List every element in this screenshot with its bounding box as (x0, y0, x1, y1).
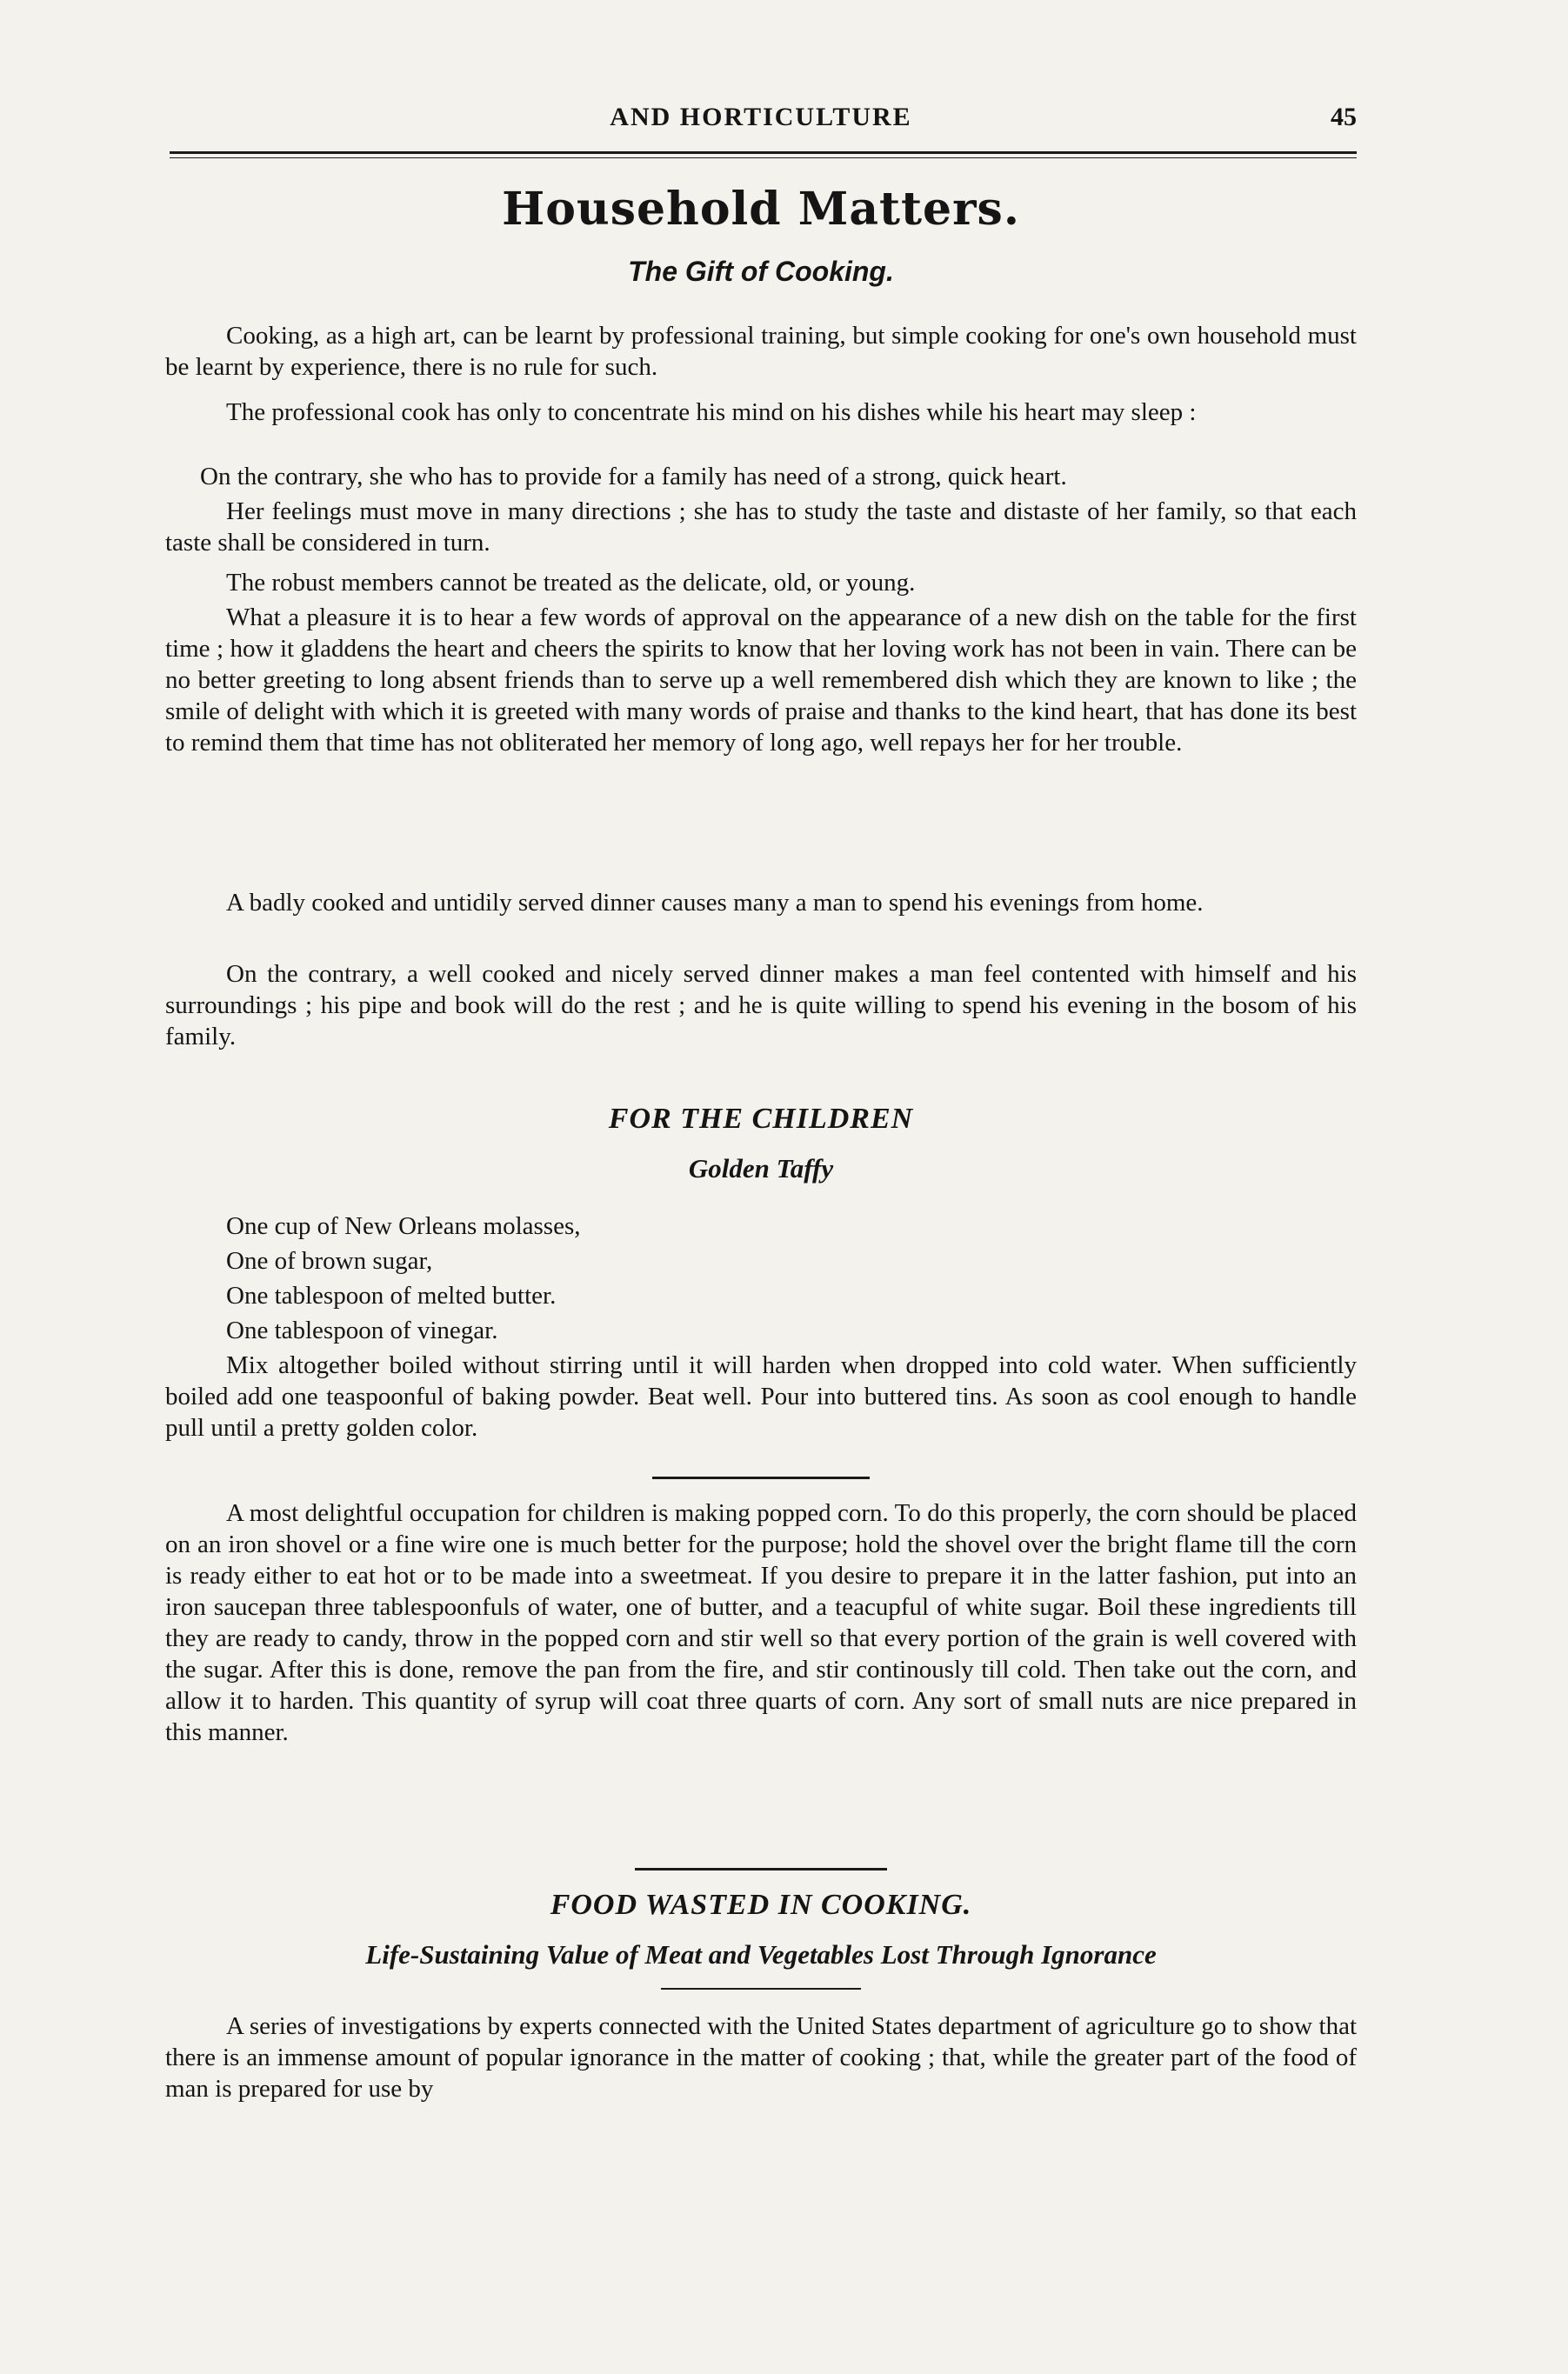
paragraph: A most delightful occupation for children is making popped corn. To do this properly, the corn should be placed on an iron shovel or a fine wire one is much better for the purpose; hold the shovel over the bright flame till the corn is ready either to eat hot or to be made into a sweetmeat. If you desire to prepare it in the latter fashion, put into an iron saucepan three tablespoonfuls of water, one of butter, and a teacupful of white sugar. Boil these ingredients till they are ready to candy, throw in the popped corn and stir well so that every portion of the grain is well covered with the sugar. After this is done, remove the pan from the fire, and stir continously till cold. Then take out the corn, and allow it to harden. This quantity of syrup will coat three quarts of corn. Any sort of small nuts are nice prepared in this manner. (165, 1499, 1357, 1746)
section-divider (661, 1988, 861, 1990)
section-divider (635, 1868, 887, 1871)
recipe-instructions: Mix altogether boiled without stirring until it will harden when dropped into cold water. When sufficiently boiled add one teaspoonful of baking powder. Beat well. Pour into buttered tins. As soon as cool enough to handle pull until a pretty golden color. (165, 1351, 1357, 1442)
running-title: AND HORTICULTURE (610, 103, 912, 131)
paragraph: What a pleasure it is to hear a few words of approval on the appearance of a new dish on the table for the first time ; how it gladdens the heart and cheers the spirits to know that her loving work has not been in vain. There can be no better greeting to long absent friends than to serve up a well remembered dish which they are known to like ; the smile of delight with which it is greeted with many words of praise and thanks to the kind heart, that has done its best to remind them that time has not obliterated her memory of long ago, well repays her for her trouble. (165, 604, 1357, 757)
section-title: Household Matters. (502, 183, 1020, 236)
paragraph: On the contrary, she who has to provide for a family has need of a strong, quick heart. (200, 463, 1067, 490)
recipe-title: Golden Taffy (688, 1153, 834, 1184)
ingredient-item: One tablespoon of melted butter. (226, 1282, 557, 1310)
section-subheading: Life-Sustaining Value of Meat and Vegetables Lost Through Ignorance (365, 1939, 1157, 1970)
paragraph: Cooking, as a high art, can be learnt by professional training, but simple cooking for one's own household must be learnt by experience, there is no rule for such. (165, 322, 1357, 381)
header-rule (170, 151, 1357, 154)
header-rule-thin (170, 157, 1357, 158)
paragraph: A series of investigations by experts connected with the United States department of agriculture go to show that there is an immense amount of popular ignorance in the matter of cooking ; that, while the greater part of the food of man is prepared for use by (165, 2012, 1357, 2103)
article-subtitle: The Gift of Cooking. (628, 256, 894, 287)
section-heading: FOOD WASTED IN COOKING. (550, 1889, 972, 1921)
paragraph: A badly cooked and untidily served dinner causes many a man to spend his evenings from home. (226, 889, 1204, 917)
running-header (165, 103, 1357, 137)
ingredient-item: One tablespoon of vinegar. (226, 1317, 498, 1344)
section-heading: FOR THE CHILDREN (608, 1103, 914, 1135)
ingredient-item: One of brown sugar, (226, 1247, 433, 1275)
paragraph: The professional cook has only to concentrate his mind on his dishes while his heart may sleep : (226, 398, 1197, 426)
paragraph: On the contrary, a well cooked and nicely served dinner makes a man feel contented with himself and his surroundings ; his pipe and book will do the rest ; and he is quite willing to spend his evening in the bosom of his family. (165, 960, 1357, 1050)
ingredient-item: One cup of New Orleans molasses, (226, 1212, 581, 1240)
page-number: 45 (1331, 103, 1357, 131)
paragraph: Her feelings must move in many directions ; she has to study the taste and distaste of her family, so that each taste shall be considered in turn. (165, 497, 1357, 557)
paragraph: The robust members cannot be treated as the delicate, old, or young. (226, 569, 916, 597)
section-divider (652, 1477, 870, 1479)
